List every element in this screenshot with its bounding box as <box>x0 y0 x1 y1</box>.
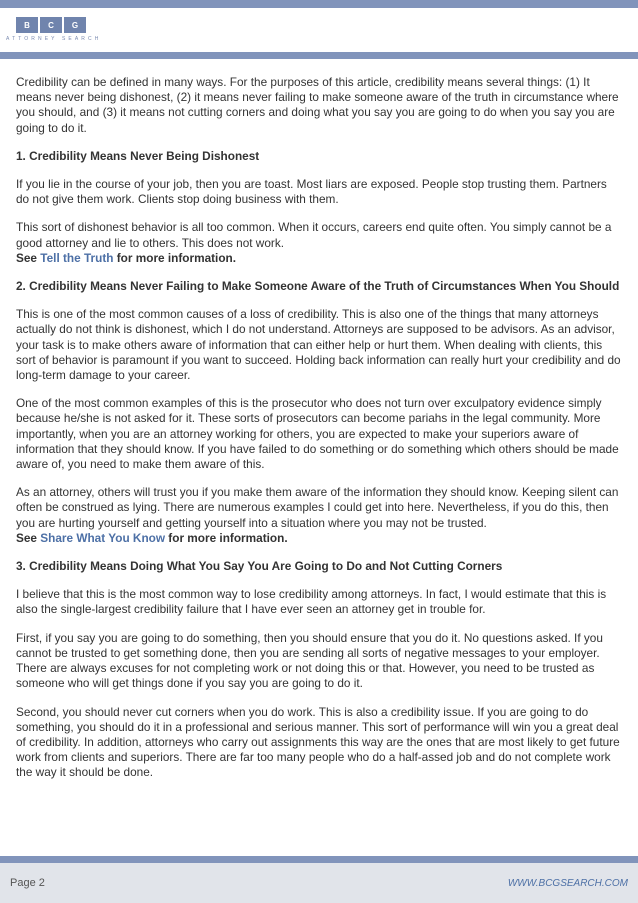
section2-paragraph-1: This is one of the most common causes of a loss of credibility. This is also one of the things that many attorneys actually do not think is dishonest, which I do not understand. Attorneys are supposed to be advisors. As an advisor, your task is to make others aware of information that can either help or hurt them. When dealing with clients, this sort of behavior is paramount if you want to succeed. Holding back information can really hurt your credibility and do long-term damage to your career. <box>16 307 621 383</box>
intro-paragraph: Credibility can be defined in many ways. For the purposes of this article, credibility means several things: (1) It means never being dishonest, (2) it means never failing to make someone aware of the truth in circumstance where you should, and (3) it means not cutting corners and doing what you say you are going to do when you say you are going to do it. <box>16 75 619 135</box>
see-suffix: for more information. <box>165 530 288 545</box>
website-link[interactable]: WWW.BCGSEARCH.COM <box>507 878 628 889</box>
section2-paragraph-3 <box>16 485 621 546</box>
see-prefix: See <box>16 250 41 265</box>
section3-paragraph-3: Second, you should never cut corners when you do work. This is also a credibility issue. If you are going to do something, you should do it in a professional and serious manner. This sort of performance will win you a great deal of credibility. In addition, attorneys who carry out assignments this way are the ones that are most likely to get future work from clients and superiors. There are far too many people who do a half-assed job and do not complete work the way it should be done. <box>16 704 620 780</box>
logo-letter-b: B <box>16 17 38 33</box>
section1-paragraph-1: If you lie in the course of your job, then you are toast. Most liars are exposed. People stop trusting them. Partners do not give them work. Clients stop doing business with them. <box>16 177 607 207</box>
see-suffix: for more information. <box>113 250 237 265</box>
section1-see-line <box>16 251 236 265</box>
section2-heading: 2. Credibility Means Never Failing to Make Someone Aware of the Truth of Circumstances When You Should <box>16 279 620 294</box>
footer-bar <box>0 856 638 863</box>
logo-boxes <box>16 17 96 33</box>
article-body <box>16 75 621 794</box>
tell-the-truth-link[interactable]: Tell the Truth <box>40 250 114 265</box>
bcg-logo <box>6 17 102 47</box>
logo-letter-c: C <box>40 17 62 33</box>
page-footer <box>0 863 638 903</box>
section3-heading: 3. Credibility Means Doing What You Say You Are Going to Do and Not Cutting Corners <box>16 559 503 574</box>
see-prefix: See <box>16 530 41 545</box>
logo-subtitle: ATTORNEY SEARCH <box>6 36 102 42</box>
section1-paragraph-2 <box>16 220 621 266</box>
logo-letter-g: G <box>64 17 86 33</box>
header-bar <box>0 52 638 59</box>
share-what-you-know-link[interactable]: Share What You Know <box>40 530 166 545</box>
section2-paragraph-3-text: As an attorney, others will trust you if you make them aware of the information they should know. Keeping silent can often be construed as lying. There are numerous examples I could get into here. Nevertheless, if you do this, then you are hurting yourself and getting yourself into a situation where you may not be trusted. <box>16 485 619 530</box>
top-bar <box>0 0 638 8</box>
section3-paragraph-1: I believe that this is the most common way to lose credibility among attorneys. In fact, I would estimate that this is also the single-largest credibility failure that I have ever seen an attorney get in trouble for. <box>16 587 607 617</box>
page-number: Page 2 <box>10 877 45 889</box>
section1-paragraph-2-text: This sort of dishonest behavior is all too common. When it occurs, careers end quite often. You simply cannot be a good attorney and lie to others. This does not work. <box>16 220 612 250</box>
section3-paragraph-2: First, if you say you are going to do something, then you should ensure that you do it. No questions asked. If you cannot be trusted to get something done, then you are sending all sorts of negative messages to your employer. There are always excuses for not completing work or not doing this or that. However, you need to be trusted as someone who will get things done if you say you are going to do it. <box>16 630 603 691</box>
section2-paragraph-2: One of the most common examples of this is the prosecutor who does not turn over exculpatory evidence simply because he/she is not asked for it. These sorts of prosecutors can become pariahs in the legal community. More importantly, when you are an attorney working for others, you are expected to make your superiors aware of information that they should know. If you have failed to do something or do something which others should be made aware of, you need to make them aware of this. <box>16 396 619 472</box>
section2-see-line <box>16 531 288 545</box>
section1-heading: 1. Credibility Means Never Being Dishonest <box>16 148 260 163</box>
